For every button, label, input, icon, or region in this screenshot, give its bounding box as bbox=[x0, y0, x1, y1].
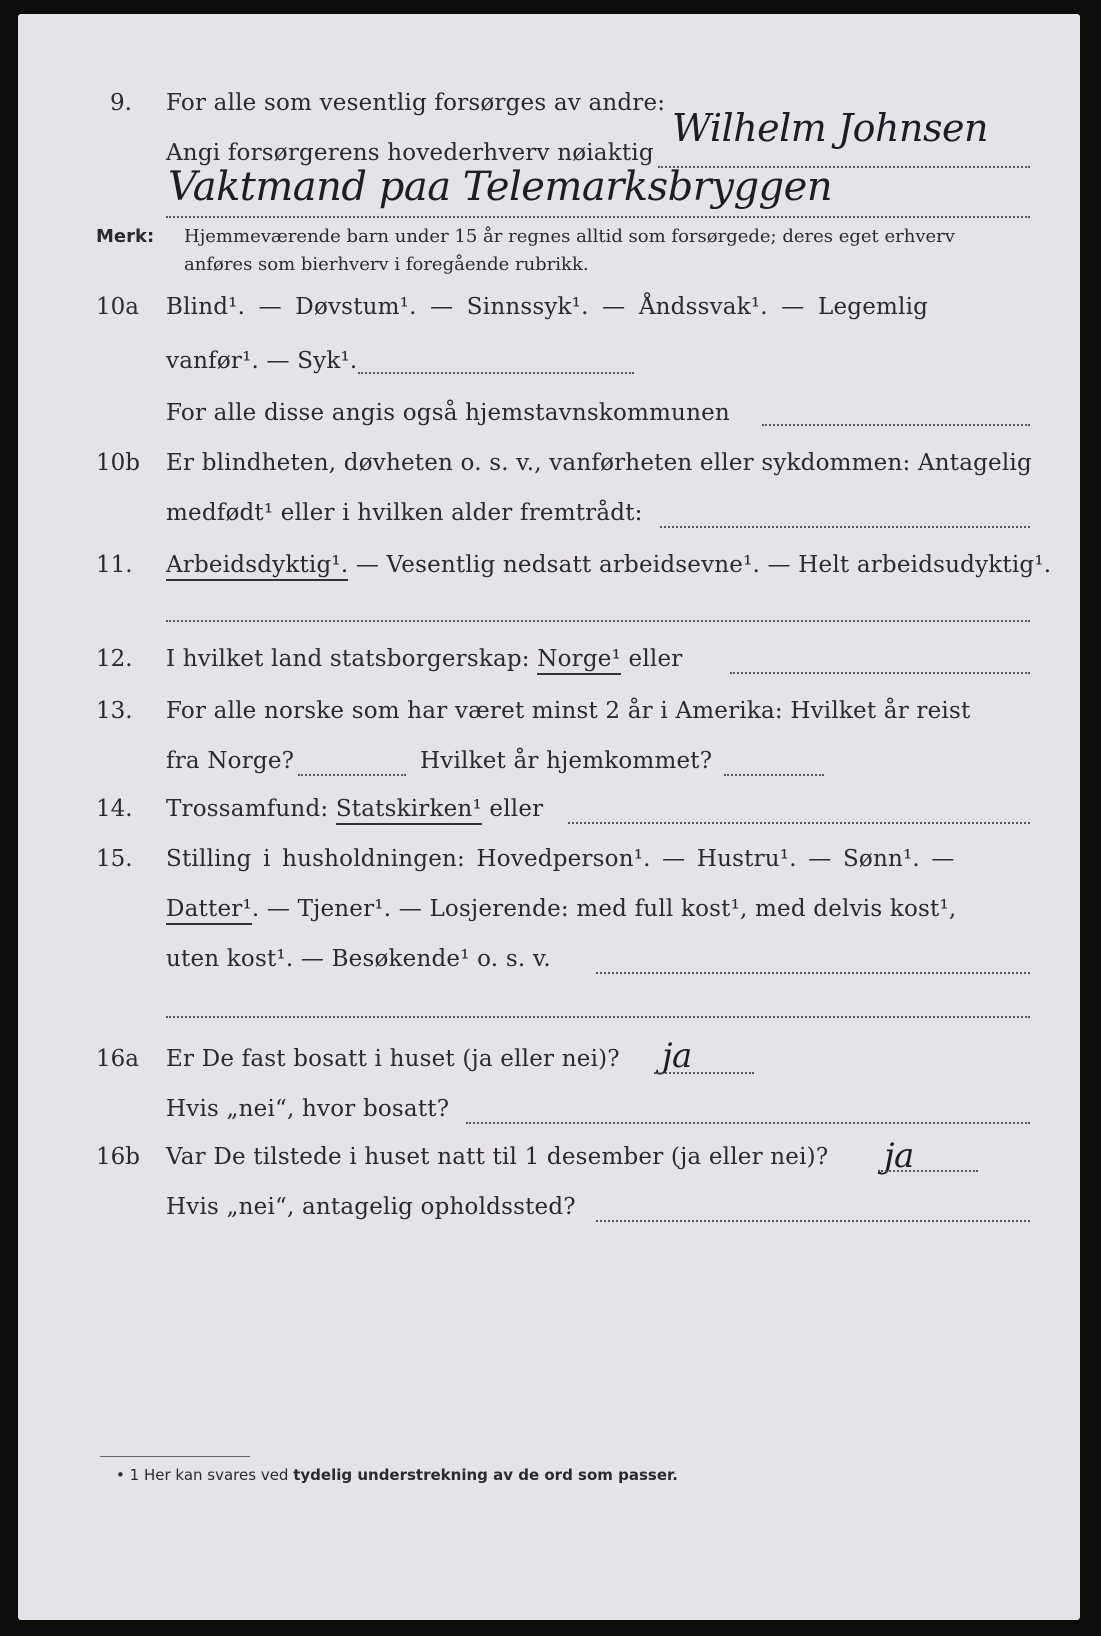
q16b-line1: Var De tilstede i huset natt til 1 desember (ja eller nei)? bbox=[166, 1144, 829, 1170]
q15-answer-line-2 bbox=[166, 1016, 1030, 1018]
q16a-bosatt-line bbox=[466, 1122, 1030, 1124]
q16b-handwritten-answer: ja bbox=[884, 1136, 914, 1176]
q9-line1: For alle som vesentlig forsørges av andre: bbox=[166, 90, 666, 116]
q14-answer-line bbox=[568, 822, 1030, 824]
q12-number: 12. bbox=[96, 646, 133, 672]
q12-text: I hvilket land statsborgerskap: bbox=[166, 646, 530, 672]
q11-option-arbeidsdyktig-underlined: Arbeidsdyktig¹. bbox=[166, 552, 348, 581]
q13-line2b: Hvilket år hjemkommet? bbox=[420, 748, 713, 774]
q14-option-statskirken-underlined: Statskirken¹ bbox=[336, 796, 482, 825]
q9-line2: Angi forsørgerens hovederhverv nøiaktig bbox=[166, 140, 654, 166]
q16b-line2: Hvis „nei“, antagelig opholdssted? bbox=[166, 1194, 576, 1220]
q9-handwritten-occupation: Vaktmand paa Telemarksbryggen bbox=[168, 164, 833, 210]
merk-line1: Hjemmeværende barn under 15 år regnes alltid som forsørgede; deres eget erhverv bbox=[184, 226, 955, 247]
footnote-mark: • 1 bbox=[116, 1466, 140, 1484]
q13-number: 13. bbox=[96, 698, 133, 724]
q9-handwritten-name: Wilhelm Johnsen bbox=[672, 106, 988, 150]
q10a-line2: vanfør¹. — Syk¹. bbox=[166, 348, 358, 374]
q16a-line2: Hvis „nei“, hvor bosatt? bbox=[166, 1096, 450, 1122]
q15-option-datter-underlined: Datter¹ bbox=[166, 896, 252, 925]
q10a-line3: For alle disse angis også hjemstavnskommunen bbox=[166, 400, 730, 426]
q16a-handwritten-answer: ja bbox=[662, 1036, 692, 1076]
q15-answer-line bbox=[596, 972, 1030, 974]
footnote-text1: Her kan svares ved bbox=[143, 1466, 289, 1484]
q12-tail: eller bbox=[628, 646, 683, 672]
q16b-opholdssted-line bbox=[596, 1220, 1030, 1222]
q11-line bbox=[166, 552, 1051, 578]
q9-number: 9. bbox=[110, 90, 132, 116]
q14-line bbox=[166, 796, 543, 822]
q13-reist-line bbox=[298, 774, 406, 776]
merk-line2: anføres som bierhverv i foregående rubrikk. bbox=[184, 254, 589, 275]
q16a-number: 16a bbox=[96, 1046, 139, 1072]
footnote-rule bbox=[100, 1456, 250, 1457]
q13-line2a: fra Norge? bbox=[166, 748, 295, 774]
q12-line bbox=[166, 646, 682, 672]
q16b-answer-line bbox=[878, 1170, 978, 1172]
q10b-line2: medfødt¹ eller i hvilken alder fremtrådt: bbox=[166, 500, 643, 526]
q15-line2-rest: . — Tjener¹. — Losjerende: med full kost¹, med delvis kost¹, bbox=[251, 896, 957, 922]
q14-tail: eller bbox=[489, 796, 544, 822]
q12-option-norge-underlined: Norge¹ bbox=[537, 646, 621, 675]
q10b-answer-line bbox=[660, 526, 1030, 528]
q11-number: 11. bbox=[96, 552, 133, 578]
q16a-answer-line bbox=[654, 1072, 754, 1074]
q13-line1: For alle norske som har været minst 2 år i Amerika: Hvilket år reist bbox=[166, 698, 971, 724]
q14-number: 14. bbox=[96, 796, 133, 822]
census-form-page bbox=[18, 14, 1080, 1620]
q16b-number: 16b bbox=[96, 1144, 140, 1170]
merk-label: Merk: bbox=[96, 226, 155, 247]
q11-answer-line bbox=[166, 620, 1030, 622]
q14-text: Trossamfund: bbox=[166, 796, 329, 822]
q12-answer-line bbox=[730, 672, 1030, 674]
q11-rest: — Vesentlig nedsatt arbeidsevne¹. — Helt arbeidsudyktig¹. bbox=[355, 552, 1052, 578]
q10a-hjemstavn-line bbox=[762, 424, 1030, 426]
q15-line3: uten kost¹. — Besøkende¹ o. s. v. bbox=[166, 946, 551, 972]
q15-number: 15. bbox=[96, 846, 133, 872]
q10a-number: 10a bbox=[96, 294, 139, 320]
footnote bbox=[116, 1466, 678, 1484]
q10b-number: 10b bbox=[96, 450, 140, 476]
q9-answer-line-2 bbox=[166, 216, 1030, 218]
q16a-line1: Er De fast bosatt i huset (ja eller nei)? bbox=[166, 1046, 620, 1072]
q10a-syk-line bbox=[358, 372, 634, 374]
q10b-line1: Er blindheten, døvheten o. s. v., vanførheten eller sykdommen: Antagelig bbox=[166, 450, 1032, 476]
q13-hjemkommet-line bbox=[724, 774, 824, 776]
q10a-line1: Blind¹. — Døvstum¹. — Sinnssyk¹. — Åndssvak¹. — Legemlig bbox=[166, 294, 929, 320]
q15-line2 bbox=[166, 896, 956, 922]
q15-line1: Stilling i husholdningen: Hovedperson¹. — Hustru¹. — Sønn¹. — bbox=[166, 846, 955, 872]
footnote-text2: tydelig understrekning av de ord som passer. bbox=[293, 1466, 678, 1484]
